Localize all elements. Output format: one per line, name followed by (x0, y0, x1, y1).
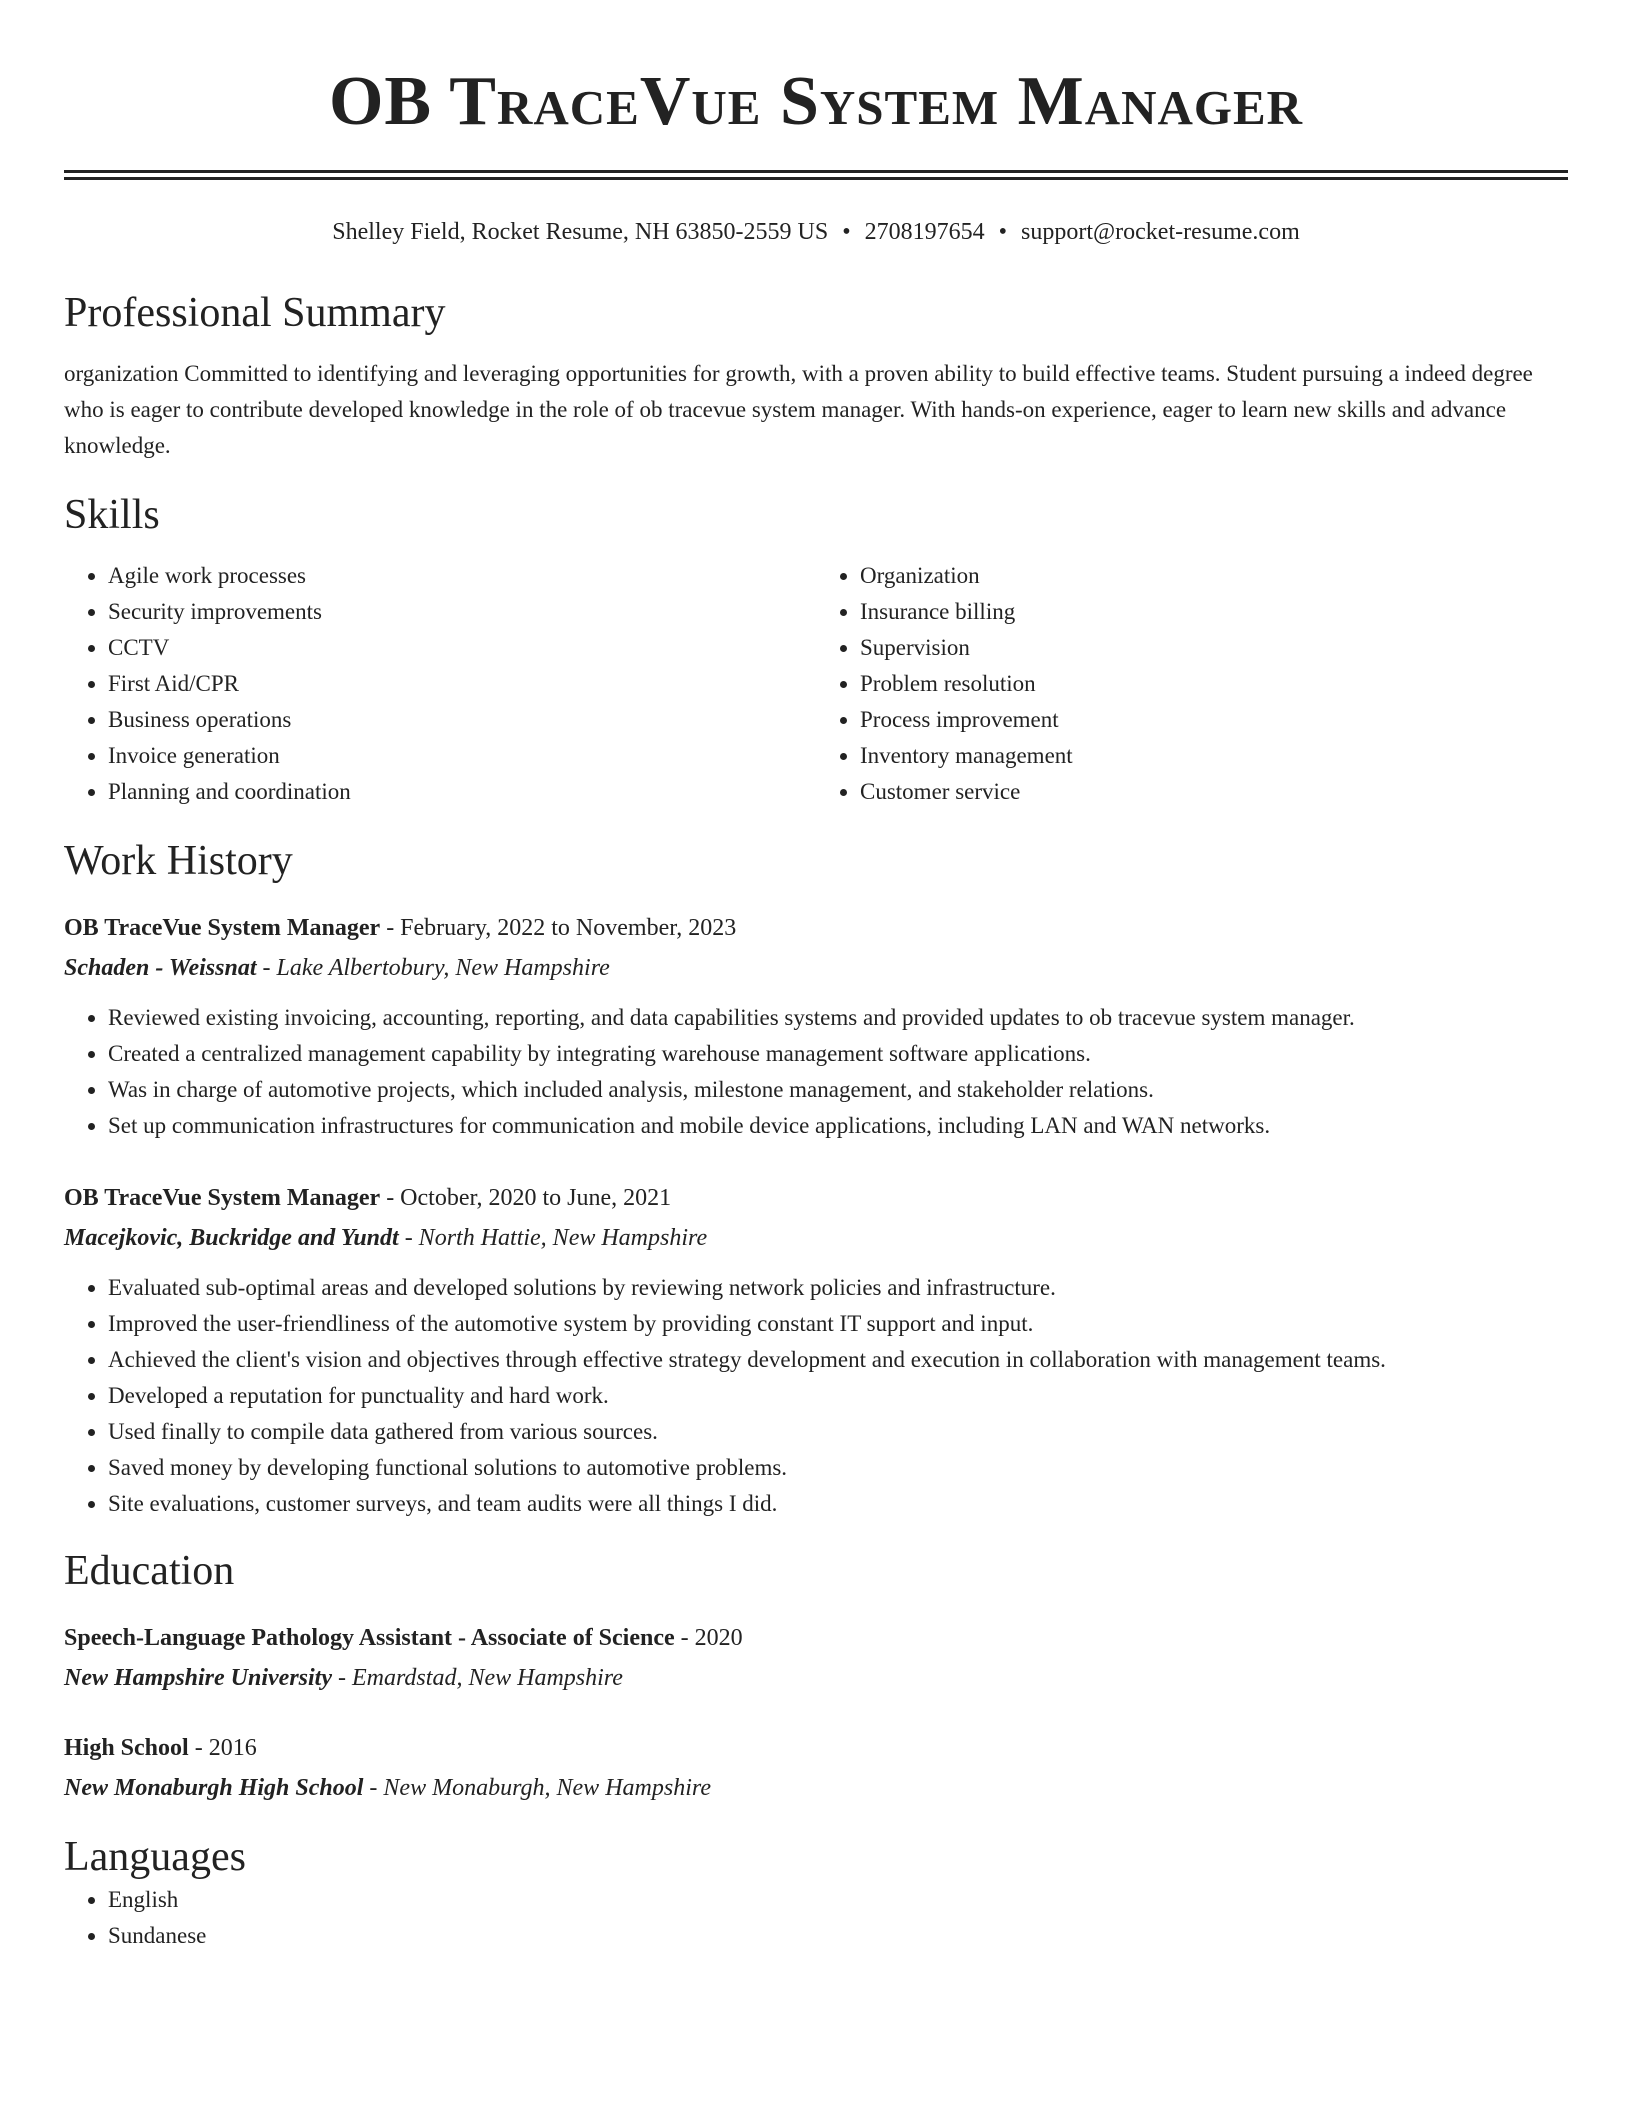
skill-item: • Inventory management (860, 738, 1568, 774)
candidate-name: OB TraceVue System Manager (328, 63, 1304, 140)
skill-item: • Insurance billing (860, 594, 1568, 630)
education-year: - 2020 (674, 1625, 743, 1651)
job-header (64, 908, 1568, 948)
contact-line (64, 216, 1568, 248)
skills-list-right (816, 558, 1568, 810)
education-degree: High School (64, 1735, 189, 1761)
summary-text: organization Committed to identifying and leveraging opportunities for growth, with a proven ability to build effective teams. Student pursuing a indeed degree who is eager to contribute developed knowledge in the role of ob tracevue system manager. With hands-on experience, eager to learn new skills and advance knowledge. (64, 361, 1533, 458)
job-duty: • Evaluated sub-optimal areas and developed solutions by reviewing network policies and infrastructure. (108, 1270, 1568, 1306)
job-duty: • Created a centralized management capability by integrating warehouse management software applications. (108, 1036, 1568, 1072)
job-header (64, 1178, 1568, 1218)
job-duty: • Reviewed existing invoicing, accounting, reporting, and data capabilities systems and provided updates to ob tracevue system manager. (108, 1000, 1568, 1036)
job-duties (64, 1270, 1568, 1522)
job-duty: • Was in charge of automotive projects, which included analysis, milestone management, and stakeholder relations. (108, 1072, 1568, 1108)
contact-address: Shelley Field, Rocket Resume, NH 63850-2559 US (332, 219, 829, 245)
skills-columns (64, 558, 1568, 810)
skill-item: • Customer service (860, 774, 1568, 810)
education-school: New Hampshire University (64, 1665, 332, 1691)
contact-separator: • (998, 219, 1008, 245)
job-duty: • Improved the user-friendliness of the automotive system by providing constant IT support and input. (108, 1306, 1568, 1342)
skills-heading: Skills (64, 492, 160, 538)
education-institution (64, 1768, 1568, 1808)
job-employer (64, 948, 1568, 988)
job-duties (64, 1000, 1568, 1144)
skill-item: • Security improvements (108, 594, 816, 630)
contact-separator: • (842, 219, 851, 245)
education-year: - 2016 (188, 1735, 257, 1761)
skill-item: • CCTV (108, 630, 816, 666)
job-duty: • Set up communication infrastructures for communication and mobile device applications, including LAN and WAN networks. (108, 1108, 1568, 1144)
education-location: - Emardstad, New Hampshire (332, 1665, 623, 1691)
education-location: - New Monaburgh, New Hampshire (363, 1775, 711, 1801)
language-item: • Sundanese (108, 1918, 1568, 1954)
work-history-heading: Work History (64, 838, 293, 884)
skill-item: • Agile work processes (108, 558, 816, 594)
skill-item: • Process improvement (860, 702, 1568, 738)
job-duty: • Developed a reputation for punctuality and hard work. (108, 1378, 1568, 1414)
job-company: Schaden - Weissnat (64, 955, 257, 981)
job-duty: • Site evaluations, customer surveys, and team audits were all things I did. (108, 1486, 1568, 1522)
job-role: OB TraceVue System Manager (64, 915, 381, 941)
job-dates: - October, 2020 to June, 2021 (380, 1185, 672, 1211)
skill-item: • Invoice generation (108, 738, 816, 774)
skills-list-left (64, 558, 816, 810)
education-degree: Speech-Language Pathology Assistant - Associate of Science (64, 1625, 675, 1651)
skill-item: • Business operations (108, 702, 816, 738)
skill-item: • First Aid/CPR (108, 666, 816, 702)
education-entry (64, 1728, 1568, 1808)
job-entry (64, 908, 1568, 1144)
skill-item: • Problem resolution (860, 666, 1568, 702)
job-dates: - February, 2022 to November, 2023 (380, 915, 737, 941)
skill-item: • Organization (860, 558, 1568, 594)
contact-email: support@rocket-resume.com (1021, 219, 1300, 245)
education-header (64, 1728, 1568, 1768)
job-duty: • Achieved the client's vision and objectives through effective strategy development and execution in collaboration with management teams. (108, 1342, 1568, 1378)
education-header (64, 1618, 1568, 1658)
job-duty: • Saved money by developing functional solutions to automotive problems. (108, 1450, 1568, 1486)
job-entry (64, 1178, 1568, 1522)
job-location: - North Hattie, New Hampshire (398, 1225, 708, 1251)
header-divider (64, 170, 1568, 180)
education-heading: Education (64, 1548, 235, 1594)
job-duty: • Used finally to compile data gathered from various sources. (108, 1414, 1568, 1450)
job-role: OB TraceVue System Manager (64, 1185, 381, 1211)
education-entry (64, 1618, 1568, 1698)
language-item: • English (108, 1882, 1568, 1918)
contact-phone: 2708197654 (864, 219, 985, 245)
job-employer (64, 1218, 1568, 1258)
job-location: - Lake Albertobury, New Hampshire (256, 955, 610, 981)
languages-list (64, 1882, 1568, 1954)
education-school: New Monaburgh High School (64, 1775, 364, 1801)
job-company: Macejkovic, Buckridge and Yundt (64, 1225, 399, 1251)
summary-heading: Professional Summary (64, 290, 446, 336)
languages-heading: Languages (64, 1834, 246, 1880)
skill-item: • Supervision (860, 630, 1568, 666)
skill-item: • Planning and coordination (108, 774, 816, 810)
education-institution (64, 1658, 1568, 1698)
